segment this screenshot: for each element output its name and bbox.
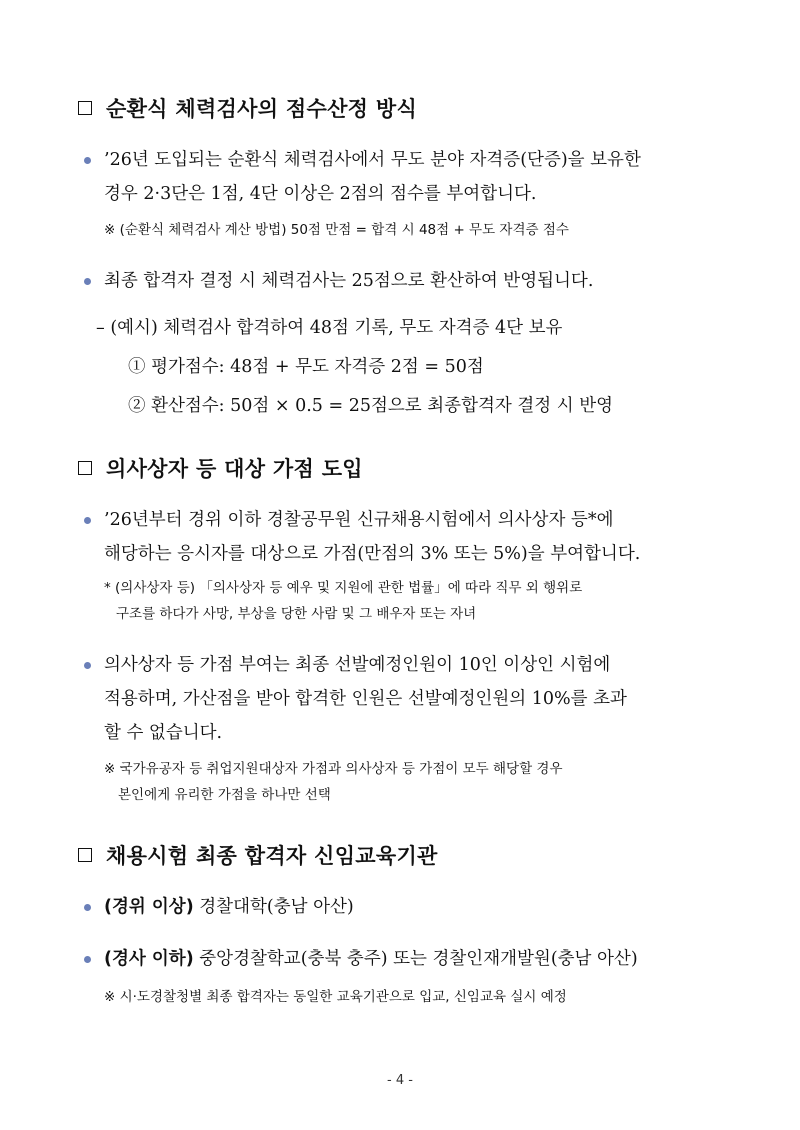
bullet-dot-icon bbox=[84, 278, 91, 285]
note-line: ※ 국가유공자 등 취업지원대상자 가점과 의사상자 등 가점이 모두 해당할 경우 bbox=[104, 761, 563, 777]
note-line: * (의사상자 등) 「의사상자 등 예우 및 지원에 관한 법률」에 따라 직무 외 행위로 bbox=[104, 580, 583, 596]
section-heading-bonus bbox=[78, 453, 363, 483]
section-heading-fitness bbox=[78, 93, 417, 123]
heading-text: 순환식 체력검사의 점수산정 방식 bbox=[106, 97, 418, 121]
note-bonus-definition bbox=[104, 575, 582, 627]
checkbox-square-icon bbox=[78, 848, 92, 862]
note-line: 본인에게 유리한 가점을 하나만 선택 bbox=[118, 787, 331, 803]
example-step-2: ② 환산점수: 50점 × 0.5 = 25점으로 최종합격자 결정 시 반영 bbox=[128, 396, 614, 416]
bullet-line: 할 수 없습니다. bbox=[104, 723, 223, 743]
bullet-dot-icon bbox=[84, 157, 91, 164]
bullet-fitness-conversion bbox=[84, 264, 724, 298]
bullet-training-sergeant bbox=[84, 942, 724, 976]
bullet-dot-icon bbox=[84, 517, 91, 524]
example-line: – (예시) 체력검사 합격하여 48점 기록, 무도 자격증 4단 보유 bbox=[96, 318, 563, 338]
bullet-line: ’26년부터 경위 이하 경찰공무원 신규채용시험에서 의사상자 등*에 bbox=[104, 510, 614, 530]
checkbox-square-icon bbox=[78, 101, 92, 115]
bullet-dot-icon bbox=[84, 956, 91, 963]
bullet-line: ’26년 도입되는 순환식 체력검사에서 무도 분야 자격증(단증)을 보유한 bbox=[104, 150, 641, 170]
note-training-plan: ※ 시·도경찰청별 최종 합격자는 동일한 교육기관으로 입교, 신임교육 실시 예정 bbox=[104, 989, 567, 1005]
heading-text: 채용시험 최종 합격자 신임교육기관 bbox=[106, 844, 438, 868]
institution-text: 중앙경찰학교(충북 충주) 또는 경찰인재개발원(충남 아산) bbox=[193, 949, 638, 969]
bullet-dot-icon bbox=[84, 904, 91, 911]
checkbox-square-icon bbox=[78, 461, 92, 475]
bullet-line: 경우 2·3단은 1점, 4단 이상은 2점의 점수를 부여합니다. bbox=[104, 184, 537, 204]
rank-label: (경위 이상) bbox=[104, 897, 194, 917]
note-line: 구조를 하다가 사망, 부상을 당한 사람 및 그 배우자 또는 자녀 bbox=[116, 606, 477, 622]
heading-text: 의사상자 등 대상 가점 도입 bbox=[106, 457, 363, 481]
note-bonus-choice bbox=[104, 756, 563, 808]
bullet-bonus-conditions bbox=[84, 648, 724, 750]
section-heading-training bbox=[78, 840, 438, 870]
bullet-line: 적용하며, 가산점을 받아 합격한 인원은 선발예정인원의 10%를 초과 bbox=[104, 689, 627, 709]
bullet-line: 해당하는 응시자를 대상으로 가점(만점의 3% 또는 5%)을 부여합니다. bbox=[104, 544, 641, 564]
example-step-1: ① 평가점수: 48점 + 무도 자격증 2점 = 50점 bbox=[128, 357, 484, 377]
rank-label: (경사 이하) bbox=[104, 949, 194, 969]
bullet-fitness-intro bbox=[84, 143, 724, 211]
bullet-dot-icon bbox=[84, 662, 91, 669]
page-number: - 4 - bbox=[387, 1073, 413, 1088]
bullet-line: 의사상자 등 가점 부여는 최종 선발예정인원이 10인 이상인 시험에 bbox=[104, 655, 611, 675]
bullet-bonus-intro bbox=[84, 503, 724, 571]
institution-text: 경찰대학(충남 아산) bbox=[193, 897, 354, 917]
bullet-text: 최종 합격자 결정 시 체력검사는 25점으로 환산하여 반영됩니다. bbox=[104, 271, 594, 291]
note-fitness-calc: ※ (순환식 체력검사 계산 방법) 50점 만점 = 합격 시 48점 + 무도 자격증 점수 bbox=[104, 222, 569, 238]
bullet-training-officer bbox=[84, 890, 724, 924]
